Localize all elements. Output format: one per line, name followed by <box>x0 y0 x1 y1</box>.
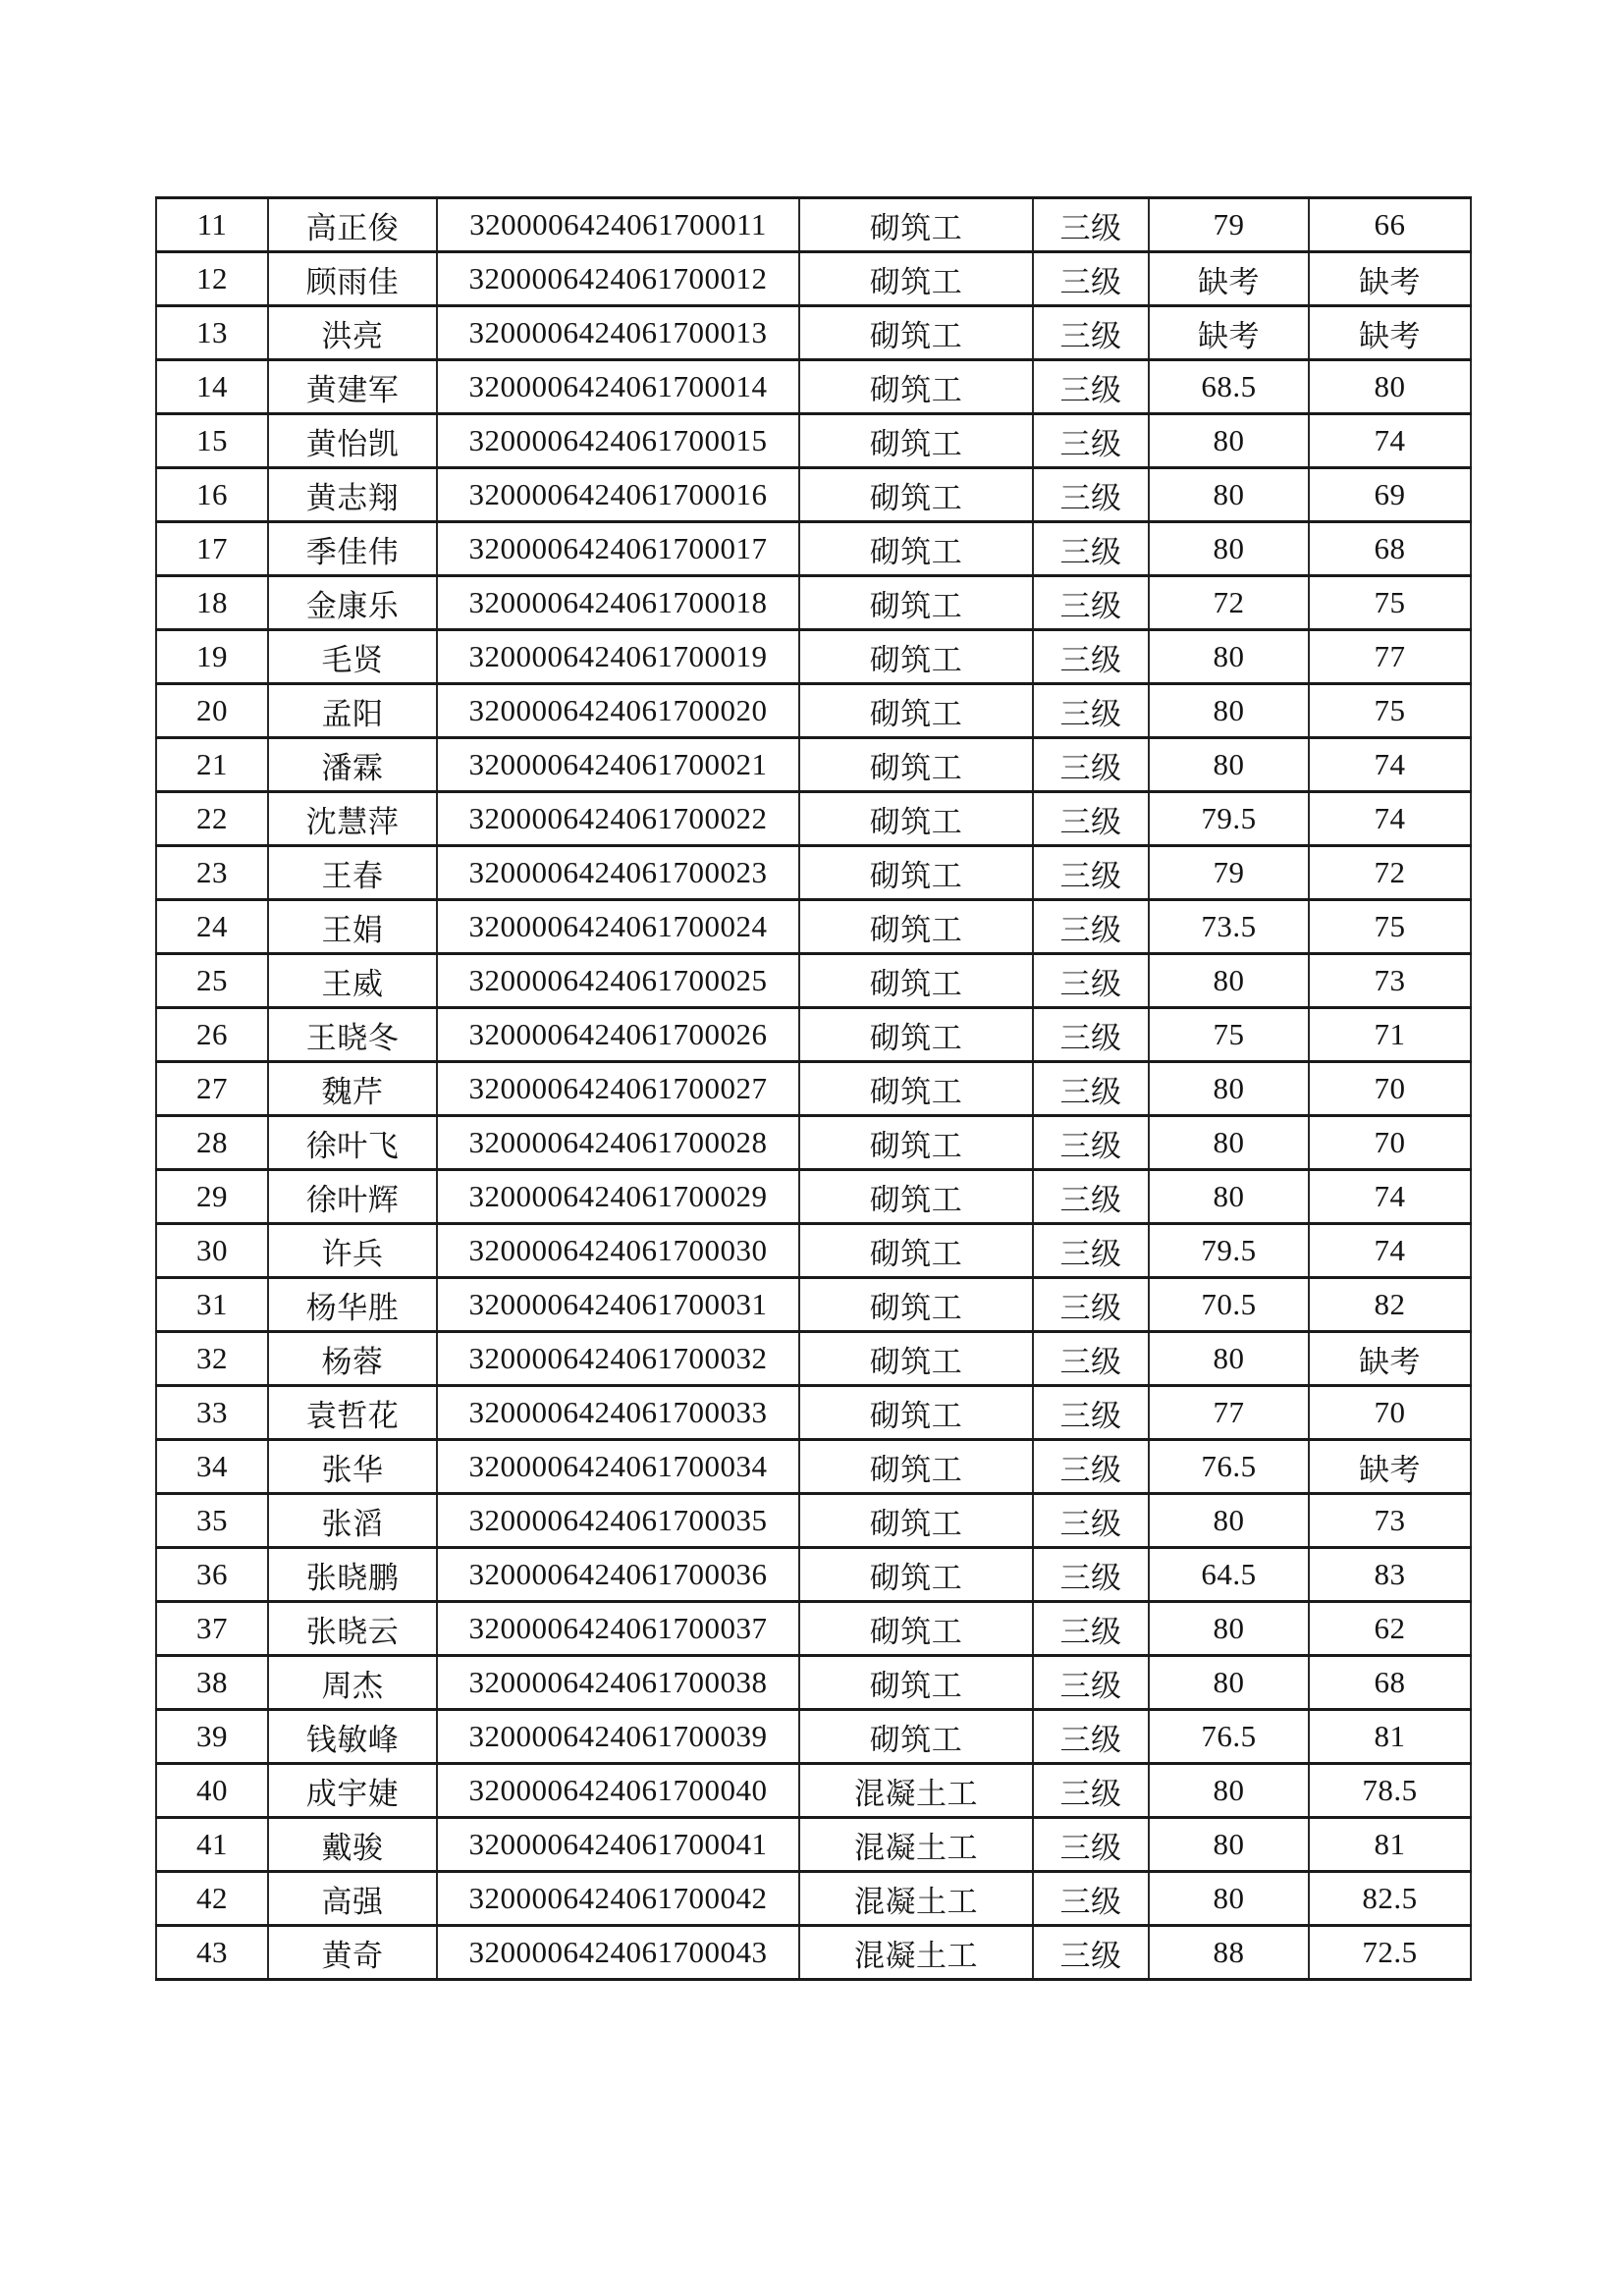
cell-row-number: 38 <box>156 1656 268 1710</box>
cell-level: 三级 <box>1033 1170 1149 1224</box>
cell-score-2: 70 <box>1309 1116 1471 1170</box>
table-row <box>156 360 1471 414</box>
cell-occupation: 砌筑工 <box>799 1332 1033 1386</box>
table-row <box>156 900 1471 954</box>
cell-score-1: 80 <box>1149 630 1309 684</box>
cell-name: 张晓云 <box>268 1602 437 1656</box>
cell-score-1: 75 <box>1149 1008 1309 1062</box>
cell-score-2: 71 <box>1309 1008 1471 1062</box>
table-row <box>156 1764 1471 1818</box>
cell-score-1: 80 <box>1149 1116 1309 1170</box>
cell-row-number: 28 <box>156 1116 268 1170</box>
cell-level: 三级 <box>1033 198 1149 252</box>
cell-score-2: 73 <box>1309 954 1471 1008</box>
cell-occupation: 混凝土工 <box>799 1872 1033 1926</box>
table-row <box>156 846 1471 900</box>
cell-score-2: 82 <box>1309 1278 1471 1332</box>
cell-name: 黄志翔 <box>268 468 437 522</box>
cell-level: 三级 <box>1033 360 1149 414</box>
cell-row-number: 27 <box>156 1062 268 1116</box>
cell-name: 杨华胜 <box>268 1278 437 1332</box>
cell-certificate-number: 3200006424061700030 <box>437 1224 799 1278</box>
cell-score-2: 70 <box>1309 1062 1471 1116</box>
cell-level: 三级 <box>1033 954 1149 1008</box>
cell-level: 三级 <box>1033 738 1149 792</box>
cell-row-number: 22 <box>156 792 268 846</box>
cell-level: 三级 <box>1033 1548 1149 1602</box>
cell-score-2: 81 <box>1309 1710 1471 1764</box>
cell-certificate-number: 3200006424061700028 <box>437 1116 799 1170</box>
cell-row-number: 32 <box>156 1332 268 1386</box>
cell-level: 三级 <box>1033 1818 1149 1872</box>
cell-score-2: 74 <box>1309 738 1471 792</box>
cell-score-2: 80 <box>1309 360 1471 414</box>
table-row <box>156 1548 1471 1602</box>
cell-level: 三级 <box>1033 684 1149 738</box>
cell-occupation: 砌筑工 <box>799 1170 1033 1224</box>
cell-level: 三级 <box>1033 1062 1149 1116</box>
cell-certificate-number: 3200006424061700034 <box>437 1440 799 1494</box>
cell-score-1: 72 <box>1149 576 1309 630</box>
cell-row-number: 12 <box>156 252 268 306</box>
cell-score-2: 72.5 <box>1309 1926 1471 1980</box>
cell-name: 顾雨佳 <box>268 252 437 306</box>
table-row <box>156 1818 1471 1872</box>
cell-occupation: 砌筑工 <box>799 1440 1033 1494</box>
cell-score-1: 80 <box>1149 1332 1309 1386</box>
cell-name: 季佳伟 <box>268 522 437 576</box>
cell-certificate-number: 3200006424061700036 <box>437 1548 799 1602</box>
table-row <box>156 576 1471 630</box>
cell-occupation: 砌筑工 <box>799 576 1033 630</box>
cell-level: 三级 <box>1033 306 1149 360</box>
cell-score-1: 77 <box>1149 1386 1309 1440</box>
cell-score-1: 79.5 <box>1149 1224 1309 1278</box>
cell-level: 三级 <box>1033 846 1149 900</box>
cell-score-2: 75 <box>1309 684 1471 738</box>
cell-level: 三级 <box>1033 1602 1149 1656</box>
cell-level: 三级 <box>1033 1278 1149 1332</box>
cell-level: 三级 <box>1033 1764 1149 1818</box>
cell-score-1: 80 <box>1149 1170 1309 1224</box>
cell-level: 三级 <box>1033 468 1149 522</box>
table-row <box>156 1872 1471 1926</box>
cell-certificate-number: 3200006424061700040 <box>437 1764 799 1818</box>
cell-row-number: 43 <box>156 1926 268 1980</box>
cell-occupation: 砌筑工 <box>799 1116 1033 1170</box>
table-row <box>156 1332 1471 1386</box>
cell-level: 三级 <box>1033 1332 1149 1386</box>
cell-certificate-number: 3200006424061700039 <box>437 1710 799 1764</box>
cell-score-2: 82.5 <box>1309 1872 1471 1926</box>
cell-row-number: 29 <box>156 1170 268 1224</box>
cell-row-number: 42 <box>156 1872 268 1926</box>
table-row <box>156 468 1471 522</box>
cell-occupation: 砌筑工 <box>799 1386 1033 1440</box>
cell-level: 三级 <box>1033 1116 1149 1170</box>
cell-certificate-number: 3200006424061700022 <box>437 792 799 846</box>
cell-score-1: 80 <box>1149 522 1309 576</box>
cell-row-number: 30 <box>156 1224 268 1278</box>
cell-name: 王娟 <box>268 900 437 954</box>
cell-certificate-number: 3200006424061700037 <box>437 1602 799 1656</box>
cell-row-number: 15 <box>156 414 268 468</box>
table-row <box>156 414 1471 468</box>
cell-name: 高强 <box>268 1872 437 1926</box>
cell-name: 沈慧萍 <box>268 792 437 846</box>
table-row <box>156 630 1471 684</box>
cell-row-number: 35 <box>156 1494 268 1548</box>
cell-level: 三级 <box>1033 414 1149 468</box>
cell-score-1: 80 <box>1149 414 1309 468</box>
cell-certificate-number: 3200006424061700038 <box>437 1656 799 1710</box>
cell-score-1: 79 <box>1149 846 1309 900</box>
cell-certificate-number: 3200006424061700029 <box>437 1170 799 1224</box>
cell-name: 孟阳 <box>268 684 437 738</box>
cell-occupation: 砌筑工 <box>799 1710 1033 1764</box>
cell-score-1: 76.5 <box>1149 1440 1309 1494</box>
table-row <box>156 306 1471 360</box>
table-row <box>156 684 1471 738</box>
cell-score-1: 79.5 <box>1149 792 1309 846</box>
cell-occupation: 砌筑工 <box>799 684 1033 738</box>
cell-score-1: 80 <box>1149 1656 1309 1710</box>
table-row <box>156 1062 1471 1116</box>
cell-row-number: 20 <box>156 684 268 738</box>
cell-occupation: 砌筑工 <box>799 306 1033 360</box>
cell-score-1: 64.5 <box>1149 1548 1309 1602</box>
cell-name: 张晓鹏 <box>268 1548 437 1602</box>
cell-score-2: 83 <box>1309 1548 1471 1602</box>
cell-level: 三级 <box>1033 1710 1149 1764</box>
cell-name: 魏芹 <box>268 1062 437 1116</box>
cell-level: 三级 <box>1033 630 1149 684</box>
cell-score-2: 缺考 <box>1309 1332 1471 1386</box>
cell-name: 毛贤 <box>268 630 437 684</box>
table-row <box>156 1278 1471 1332</box>
cell-row-number: 23 <box>156 846 268 900</box>
cell-score-1: 80 <box>1149 1602 1309 1656</box>
cell-level: 三级 <box>1033 1008 1149 1062</box>
cell-name: 王春 <box>268 846 437 900</box>
cell-occupation: 砌筑工 <box>799 1656 1033 1710</box>
cell-name: 张华 <box>268 1440 437 1494</box>
cell-score-1: 80 <box>1149 1494 1309 1548</box>
cell-level: 三级 <box>1033 1224 1149 1278</box>
cell-certificate-number: 3200006424061700042 <box>437 1872 799 1926</box>
cell-score-1: 80 <box>1149 738 1309 792</box>
cell-name: 钱敏峰 <box>268 1710 437 1764</box>
cell-occupation: 砌筑工 <box>799 468 1033 522</box>
cell-level: 三级 <box>1033 252 1149 306</box>
cell-occupation: 混凝土工 <box>799 1926 1033 1980</box>
cell-occupation: 砌筑工 <box>799 360 1033 414</box>
cell-level: 三级 <box>1033 1386 1149 1440</box>
cell-score-2: 77 <box>1309 630 1471 684</box>
cell-row-number: 11 <box>156 198 268 252</box>
cell-certificate-number: 3200006424061700027 <box>437 1062 799 1116</box>
table-row <box>156 738 1471 792</box>
table-row <box>156 1656 1471 1710</box>
cell-occupation: 砌筑工 <box>799 792 1033 846</box>
cell-level: 三级 <box>1033 1872 1149 1926</box>
cell-row-number: 24 <box>156 900 268 954</box>
cell-score-2: 73 <box>1309 1494 1471 1548</box>
cell-occupation: 砌筑工 <box>799 630 1033 684</box>
table-row <box>156 1170 1471 1224</box>
cell-row-number: 16 <box>156 468 268 522</box>
cell-certificate-number: 3200006424061700024 <box>437 900 799 954</box>
table-row <box>156 1602 1471 1656</box>
cell-score-2: 70 <box>1309 1386 1471 1440</box>
cell-certificate-number: 3200006424061700012 <box>437 252 799 306</box>
score-table <box>155 196 1472 1981</box>
cell-score-1: 80 <box>1149 1818 1309 1872</box>
cell-score-1: 80 <box>1149 1764 1309 1818</box>
cell-occupation: 砌筑工 <box>799 1062 1033 1116</box>
cell-certificate-number: 3200006424061700013 <box>437 306 799 360</box>
cell-score-2: 74 <box>1309 414 1471 468</box>
cell-score-2: 62 <box>1309 1602 1471 1656</box>
cell-row-number: 41 <box>156 1818 268 1872</box>
cell-score-1: 76.5 <box>1149 1710 1309 1764</box>
cell-occupation: 砌筑工 <box>799 414 1033 468</box>
cell-certificate-number: 3200006424061700014 <box>437 360 799 414</box>
cell-row-number: 25 <box>156 954 268 1008</box>
cell-occupation: 砌筑工 <box>799 252 1033 306</box>
cell-name: 潘霖 <box>268 738 437 792</box>
cell-name: 黄怡凯 <box>268 414 437 468</box>
cell-score-2: 74 <box>1309 1170 1471 1224</box>
cell-score-1: 80 <box>1149 684 1309 738</box>
cell-name: 黄建军 <box>268 360 437 414</box>
table-row <box>156 954 1471 1008</box>
table-row <box>156 1710 1471 1764</box>
table-row <box>156 1224 1471 1278</box>
cell-certificate-number: 3200006424061700018 <box>437 576 799 630</box>
table-row <box>156 792 1471 846</box>
cell-occupation: 混凝土工 <box>799 1818 1033 1872</box>
cell-row-number: 37 <box>156 1602 268 1656</box>
table-row <box>156 252 1471 306</box>
score-table-body <box>156 198 1471 1980</box>
table-row <box>156 1008 1471 1062</box>
cell-name: 戴骏 <box>268 1818 437 1872</box>
cell-score-1: 缺考 <box>1149 252 1309 306</box>
cell-name: 洪亮 <box>268 306 437 360</box>
cell-score-2: 缺考 <box>1309 252 1471 306</box>
cell-certificate-number: 3200006424061700019 <box>437 630 799 684</box>
cell-certificate-number: 3200006424061700015 <box>437 414 799 468</box>
cell-occupation: 砌筑工 <box>799 198 1033 252</box>
cell-score-2: 66 <box>1309 198 1471 252</box>
cell-certificate-number: 3200006424061700032 <box>437 1332 799 1386</box>
cell-certificate-number: 3200006424061700043 <box>437 1926 799 1980</box>
cell-row-number: 13 <box>156 306 268 360</box>
cell-score-1: 68.5 <box>1149 360 1309 414</box>
cell-certificate-number: 3200006424061700025 <box>437 954 799 1008</box>
table-row <box>156 198 1471 252</box>
cell-row-number: 21 <box>156 738 268 792</box>
cell-score-2: 78.5 <box>1309 1764 1471 1818</box>
cell-certificate-number: 3200006424061700026 <box>437 1008 799 1062</box>
cell-occupation: 混凝土工 <box>799 1764 1033 1818</box>
table-row <box>156 1386 1471 1440</box>
cell-score-1: 70.5 <box>1149 1278 1309 1332</box>
cell-certificate-number: 3200006424061700041 <box>437 1818 799 1872</box>
cell-name: 高正俊 <box>268 198 437 252</box>
cell-name: 王晓冬 <box>268 1008 437 1062</box>
cell-row-number: 31 <box>156 1278 268 1332</box>
cell-score-1: 80 <box>1149 468 1309 522</box>
table-row <box>156 522 1471 576</box>
cell-score-2: 缺考 <box>1309 306 1471 360</box>
cell-level: 三级 <box>1033 1440 1149 1494</box>
cell-score-2: 74 <box>1309 792 1471 846</box>
cell-score-2: 68 <box>1309 522 1471 576</box>
cell-certificate-number: 3200006424061700020 <box>437 684 799 738</box>
cell-row-number: 33 <box>156 1386 268 1440</box>
cell-score-2: 68 <box>1309 1656 1471 1710</box>
cell-level: 三级 <box>1033 1656 1149 1710</box>
cell-occupation: 砌筑工 <box>799 846 1033 900</box>
cell-name: 周杰 <box>268 1656 437 1710</box>
cell-score-1: 缺考 <box>1149 306 1309 360</box>
cell-certificate-number: 3200006424061700016 <box>437 468 799 522</box>
cell-row-number: 36 <box>156 1548 268 1602</box>
table-row <box>156 1926 1471 1980</box>
cell-score-2: 72 <box>1309 846 1471 900</box>
cell-row-number: 40 <box>156 1764 268 1818</box>
cell-occupation: 砌筑工 <box>799 1224 1033 1278</box>
cell-score-1: 79 <box>1149 198 1309 252</box>
cell-score-1: 80 <box>1149 1062 1309 1116</box>
cell-row-number: 39 <box>156 1710 268 1764</box>
cell-level: 三级 <box>1033 900 1149 954</box>
cell-level: 三级 <box>1033 1926 1149 1980</box>
cell-certificate-number: 3200006424061700017 <box>437 522 799 576</box>
cell-name: 成宇婕 <box>268 1764 437 1818</box>
cell-row-number: 34 <box>156 1440 268 1494</box>
cell-row-number: 19 <box>156 630 268 684</box>
table-row <box>156 1440 1471 1494</box>
cell-occupation: 砌筑工 <box>799 1494 1033 1548</box>
cell-name: 徐叶飞 <box>268 1116 437 1170</box>
cell-level: 三级 <box>1033 576 1149 630</box>
table-row <box>156 1494 1471 1548</box>
cell-score-1: 88 <box>1149 1926 1309 1980</box>
cell-occupation: 砌筑工 <box>799 900 1033 954</box>
cell-name: 袁哲花 <box>268 1386 437 1440</box>
cell-name: 黄奇 <box>268 1926 437 1980</box>
cell-occupation: 砌筑工 <box>799 738 1033 792</box>
cell-occupation: 砌筑工 <box>799 1278 1033 1332</box>
table-row <box>156 1116 1471 1170</box>
cell-certificate-number: 3200006424061700021 <box>437 738 799 792</box>
cell-score-2: 缺考 <box>1309 1440 1471 1494</box>
cell-row-number: 26 <box>156 1008 268 1062</box>
cell-certificate-number: 3200006424061700033 <box>437 1386 799 1440</box>
cell-occupation: 砌筑工 <box>799 1008 1033 1062</box>
cell-name: 金康乐 <box>268 576 437 630</box>
cell-certificate-number: 3200006424061700011 <box>437 198 799 252</box>
cell-score-2: 75 <box>1309 576 1471 630</box>
cell-row-number: 14 <box>156 360 268 414</box>
cell-certificate-number: 3200006424061700035 <box>437 1494 799 1548</box>
cell-row-number: 18 <box>156 576 268 630</box>
cell-occupation: 砌筑工 <box>799 1548 1033 1602</box>
cell-name: 徐叶辉 <box>268 1170 437 1224</box>
cell-score-1: 80 <box>1149 954 1309 1008</box>
cell-name: 王威 <box>268 954 437 1008</box>
cell-certificate-number: 3200006424061700023 <box>437 846 799 900</box>
cell-score-1: 80 <box>1149 1872 1309 1926</box>
cell-name: 杨蓉 <box>268 1332 437 1386</box>
cell-occupation: 砌筑工 <box>799 522 1033 576</box>
cell-score-1: 73.5 <box>1149 900 1309 954</box>
cell-row-number: 17 <box>156 522 268 576</box>
cell-score-2: 81 <box>1309 1818 1471 1872</box>
cell-occupation: 砌筑工 <box>799 1602 1033 1656</box>
cell-score-2: 69 <box>1309 468 1471 522</box>
cell-level: 三级 <box>1033 522 1149 576</box>
cell-score-2: 74 <box>1309 1224 1471 1278</box>
cell-score-2: 75 <box>1309 900 1471 954</box>
cell-occupation: 砌筑工 <box>799 954 1033 1008</box>
cell-name: 张滔 <box>268 1494 437 1548</box>
cell-level: 三级 <box>1033 1494 1149 1548</box>
cell-certificate-number: 3200006424061700031 <box>437 1278 799 1332</box>
cell-level: 三级 <box>1033 792 1149 846</box>
cell-name: 许兵 <box>268 1224 437 1278</box>
